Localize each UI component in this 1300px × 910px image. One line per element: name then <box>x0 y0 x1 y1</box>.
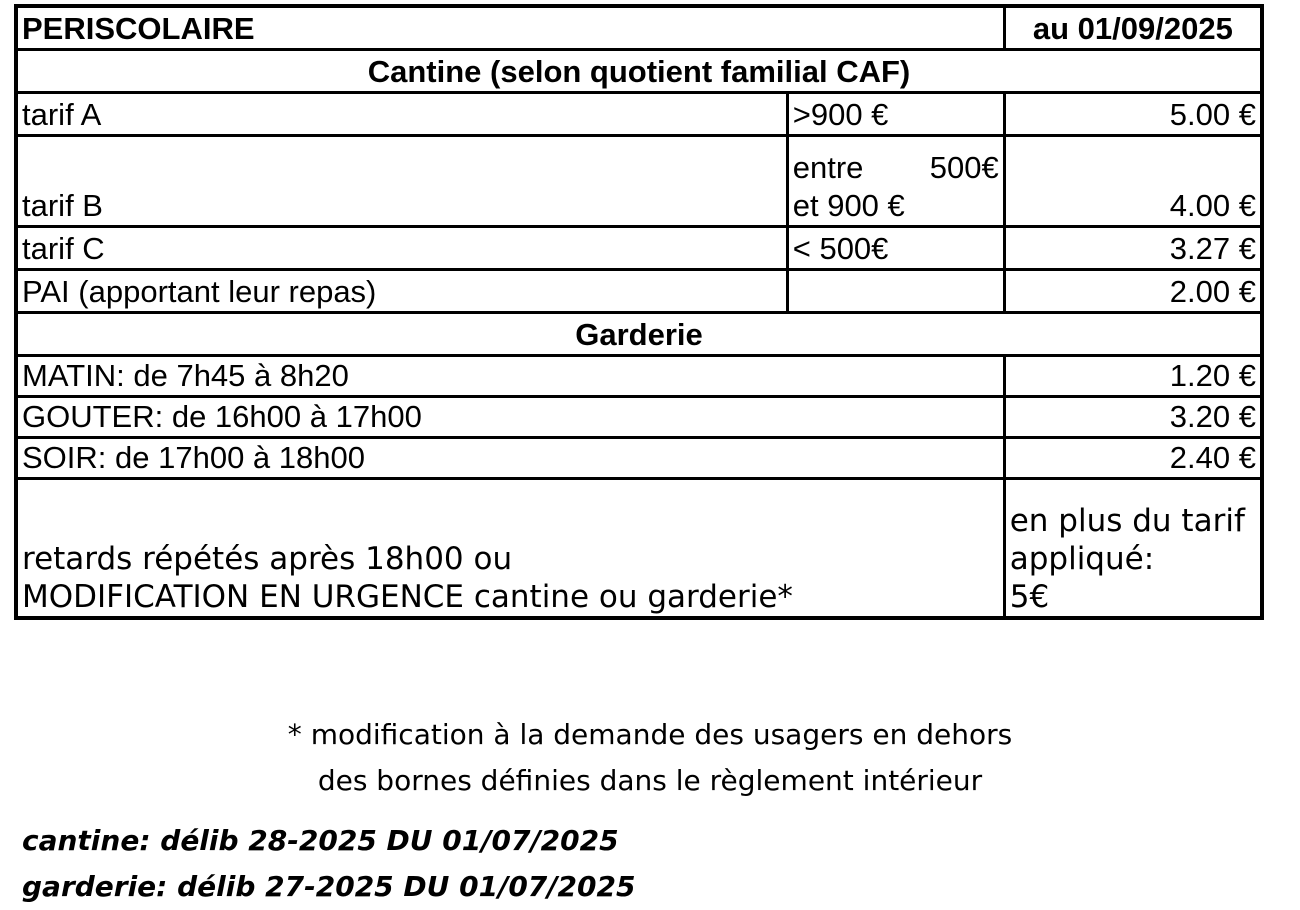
range-line-2: et 900 € <box>792 188 905 223</box>
late-fee-label <box>16 479 1004 619</box>
footnote-line-2: des bornes définies dans le règlement intérieur <box>317 764 983 797</box>
table-header-row <box>16 6 1262 50</box>
tarif-price: 4.00 € <box>1004 136 1262 227</box>
tarif-range <box>787 270 1004 313</box>
cantine-heading: Cantine (selon quotient familial CAF) <box>16 50 1262 93</box>
table-row <box>16 397 1262 438</box>
late-fee-line-1: retards répétés après 18h00 ou <box>22 541 513 577</box>
deliberations <box>22 818 635 910</box>
footnote <box>0 712 1300 804</box>
garderie-section-row <box>16 313 1262 356</box>
garderie-heading: Garderie <box>16 313 1262 356</box>
garderie-label: MATIN: de 7h45 à 8h20 <box>16 356 1004 397</box>
document-title: PERISCOLAIRE <box>16 6 1004 50</box>
range-word: entre <box>792 150 864 185</box>
tarif-range: < 500€ <box>787 227 1004 270</box>
late-fee-extra-1: en plus du tarif <box>1009 503 1245 539</box>
tarifs-table <box>14 4 1264 620</box>
table-row <box>16 270 1262 313</box>
tarif-price: 5.00 € <box>1004 93 1262 136</box>
tarif-price: 3.27 € <box>1004 227 1262 270</box>
tarif-label: tarif A <box>16 93 787 136</box>
table-row <box>16 136 1262 227</box>
garderie-label: SOIR: de 17h00 à 18h00 <box>16 438 1004 479</box>
tarif-price: 2.00 € <box>1004 270 1262 313</box>
late-fee-row <box>16 479 1262 619</box>
footnote-line-1: * modification à la demande des usagers en dehors <box>287 718 1013 751</box>
tarif-range: >900 € <box>787 93 1004 136</box>
garderie-price: 3.20 € <box>1004 397 1262 438</box>
tarif-range <box>787 136 1004 227</box>
tarif-label: tarif B <box>16 136 787 227</box>
table-row <box>16 356 1262 397</box>
late-fee-extra-2: appliqué: <box>1009 541 1155 577</box>
garderie-label: GOUTER: de 16h00 à 17h00 <box>16 397 1004 438</box>
late-fee-amount <box>1004 479 1262 619</box>
tarif-label: tarif C <box>16 227 787 270</box>
range-value: 500€ <box>929 150 999 185</box>
garderie-price: 2.40 € <box>1004 438 1262 479</box>
cantine-section-row <box>16 50 1262 93</box>
garderie-price: 1.20 € <box>1004 356 1262 397</box>
table-row <box>16 227 1262 270</box>
table-row <box>16 438 1262 479</box>
effective-date: au 01/09/2025 <box>1004 6 1262 50</box>
table-row <box>16 93 1262 136</box>
tarif-label: PAI (apportant leur repas) <box>16 270 787 313</box>
delib-garderie: garderie: délib 27-2025 DU 01/07/2025 <box>22 870 636 903</box>
delib-cantine: cantine: délib 28-2025 DU 01/07/2025 <box>22 824 619 857</box>
late-fee-line-2: MODIFICATION EN URGENCE cantine ou garderie* <box>22 579 793 615</box>
late-fee-extra-3: 5€ <box>1009 579 1050 615</box>
